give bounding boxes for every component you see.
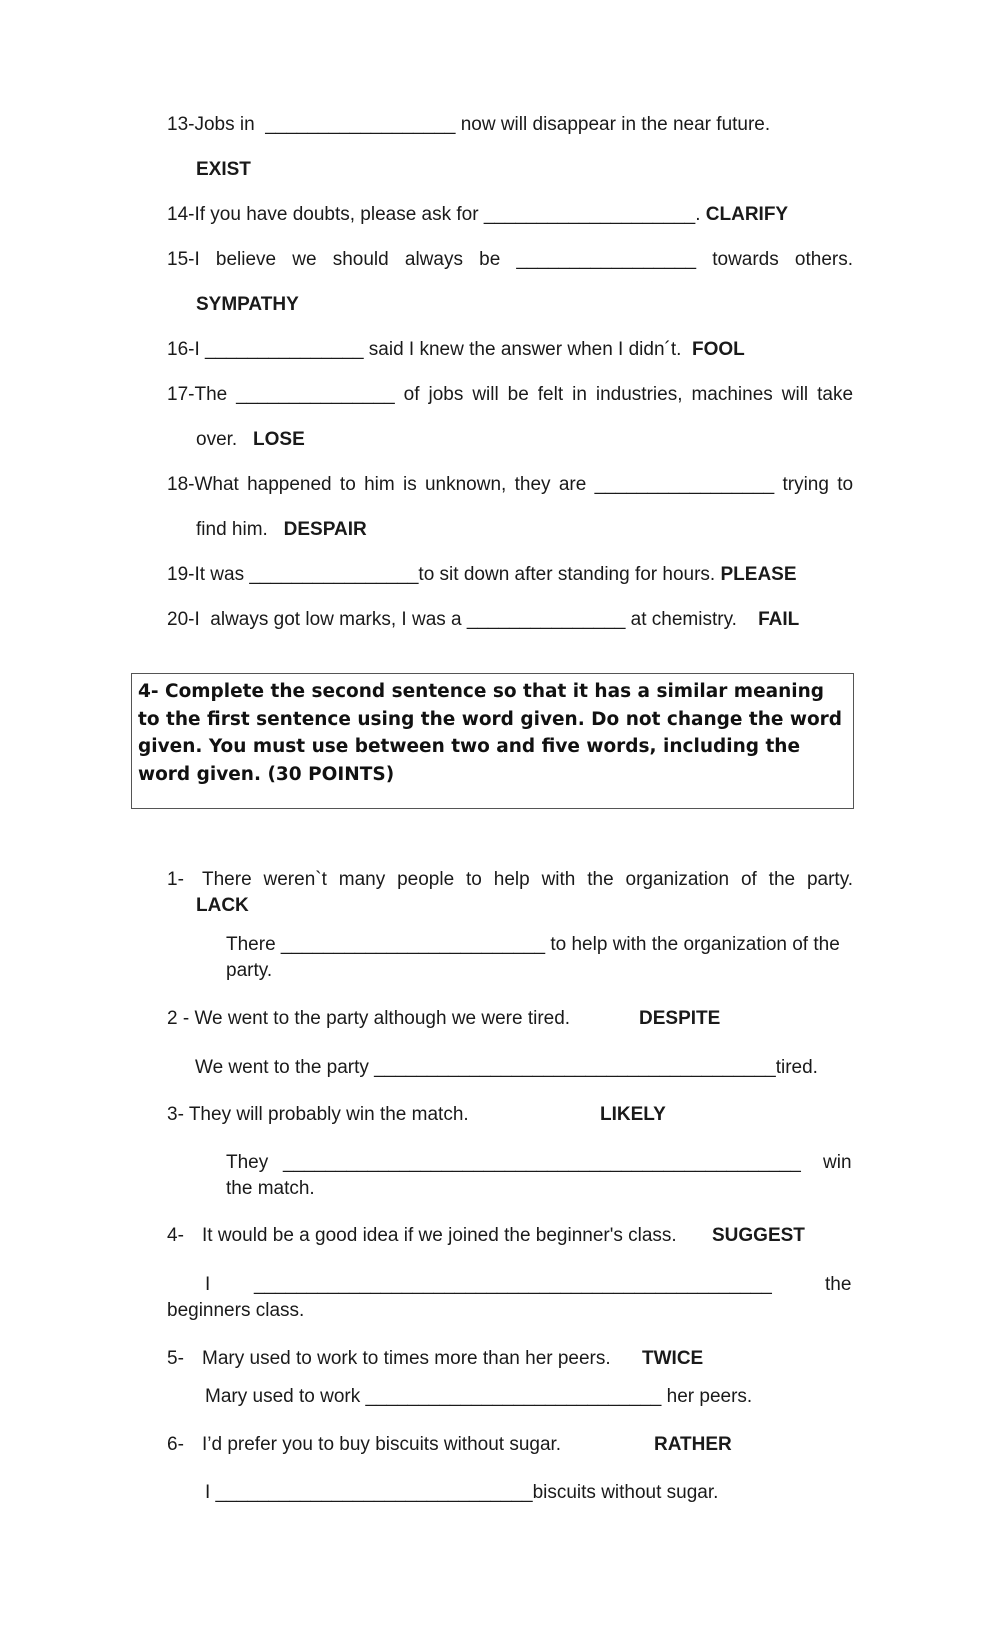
q15-word: SYMPATHY	[196, 294, 299, 315]
s4-q3-answer-end: win	[823, 1152, 852, 1173]
q17-word: will	[781, 384, 809, 405]
q18-text	[167, 474, 853, 496]
s4-q1-word: LACK	[196, 895, 249, 916]
s4-q1-num: 1-	[167, 869, 184, 890]
s4-q2-text: 2 - We went to the party although we were tired.	[167, 1008, 571, 1029]
s4-q3-answer-start: They	[226, 1152, 269, 1173]
q17-cont	[196, 429, 305, 451]
q14-text	[167, 204, 788, 226]
q18-cont	[196, 519, 367, 541]
q17-word: in	[572, 384, 587, 405]
q17-word: of	[403, 384, 420, 405]
q15-text	[167, 249, 853, 271]
q15-word: we	[292, 249, 317, 270]
q17-word: jobs	[428, 384, 464, 405]
q19-sentence: 19-It was ________________to sit down after standing for hours.	[167, 564, 716, 585]
s4-q1-answer: There _________________________ to help with the organization of the	[226, 934, 840, 955]
q16-sentence: 16-I _______________ said I knew the answer when I didn´t.	[167, 339, 682, 360]
q16-text	[167, 339, 745, 361]
q17-word: industries,	[595, 384, 683, 405]
q17-word: _______________	[236, 384, 395, 405]
s4-q6-text: I’d prefer you to buy biscuits without sugar.	[202, 1434, 562, 1455]
s4-q3-answer-line: _________________________________________________	[283, 1152, 801, 1173]
q15-word: be	[479, 249, 501, 270]
q18-word: him	[364, 474, 395, 495]
q15-word: believe	[215, 249, 277, 270]
s4-q6-num: 6-	[167, 1434, 184, 1455]
q20-text	[167, 609, 799, 631]
points-label: (30 POINTS)	[267, 763, 395, 785]
s4-q6-answer: I ______________________________biscuits without sugar.	[205, 1482, 719, 1503]
q15-word: _________________	[516, 249, 697, 270]
q17-word: be	[507, 384, 529, 405]
s4-q2-word: DESPITE	[639, 1008, 721, 1029]
instructions-box	[131, 673, 854, 809]
s4-q4-answer-cont: beginners class.	[167, 1300, 305, 1321]
q14-sentence: 14-If you have doubts, please ask for ____________________.	[167, 204, 701, 225]
s4-q1-word: organization	[625, 869, 730, 890]
q15-word: always	[404, 249, 463, 270]
q20-sentence: 20-I always got low marks, I was a _______________ at chemistry.	[167, 609, 737, 630]
s4-q1-answer-cont: party.	[226, 960, 273, 981]
q17-cont-text: over.	[196, 429, 238, 450]
q18-word: is	[402, 474, 417, 495]
s4-q1-word: people	[397, 869, 455, 890]
s4-q5-text: Mary used to work to times more than her peers.	[202, 1348, 611, 1369]
q17-word: take	[817, 384, 854, 405]
s4-q1-word: of	[740, 869, 757, 890]
q18-word: to	[837, 474, 854, 495]
s4-q4-text: It would be a good idea if we joined the beginner's class.	[202, 1225, 677, 1246]
s4-q3-answer-cont: the match.	[226, 1178, 315, 1199]
q18-cont-text: find him.	[196, 519, 268, 540]
q18-word: unknown,	[424, 474, 507, 495]
q15-word: 15-I	[167, 249, 200, 270]
q18-word: to	[339, 474, 356, 495]
s4-q4-answer-start: I	[205, 1274, 211, 1295]
q18-word: _________________	[594, 474, 775, 495]
q18-word: they	[514, 474, 551, 495]
s4-q5-answer: Mary used to work ____________________________ her peers.	[205, 1386, 753, 1407]
q17-word: felt	[537, 384, 564, 405]
s4-q1-text	[202, 869, 853, 891]
q18-word: DESPAIR	[283, 519, 367, 540]
q19-word: PLEASE	[720, 564, 797, 585]
s4-q1-word: the	[768, 869, 796, 890]
q17-word: LOSE	[253, 429, 305, 450]
q15-word: others.	[794, 249, 853, 270]
s4-q1-word: party.	[806, 869, 854, 890]
q13-text: 13-Jobs in __________________ now will disappear in the near future.	[167, 114, 771, 135]
s4-q1-word: weren`t	[263, 869, 327, 890]
s4-q1-word: to	[466, 869, 482, 890]
q20-word: FAIL	[758, 609, 800, 630]
s4-q1-word: many	[338, 869, 386, 890]
s4-q1-word: the	[587, 869, 614, 890]
q18-word: happened	[247, 474, 332, 495]
s4-q1-word: with	[541, 869, 576, 890]
q18-word: are	[558, 474, 587, 495]
q18-word: 18-What	[167, 474, 239, 495]
s4-q4-answer-end: the	[825, 1274, 852, 1295]
s4-q4-num: 4-	[167, 1225, 184, 1246]
s4-q2-answer: We went to the party ______________________________________tired.	[195, 1057, 818, 1078]
s4-q4-answer-line: _________________________________________________	[254, 1274, 772, 1295]
q15-word: towards	[712, 249, 779, 270]
q17-word: machines	[691, 384, 773, 405]
s4-q1-word: There	[202, 869, 252, 890]
s4-q5-num: 5-	[167, 1348, 184, 1369]
q17-word: 17-The	[167, 384, 228, 405]
q13-word: EXIST	[196, 159, 251, 180]
s4-q4-word: SUGGEST	[712, 1225, 805, 1246]
s4-q5-word: TWICE	[642, 1348, 704, 1369]
q18-word: trying	[782, 474, 829, 495]
s4-q1-word: help	[493, 869, 530, 890]
q16-word: FOOL	[691, 339, 745, 360]
q17-word: will	[472, 384, 499, 405]
q19-text	[167, 564, 797, 586]
q14-word: CLARIFY	[705, 204, 789, 225]
q15-word: should	[332, 249, 389, 270]
s4-q6-word: RATHER	[654, 1434, 732, 1455]
s4-q3-word: LIKELY	[600, 1104, 666, 1125]
q17-text	[167, 384, 853, 406]
instructions-text: 4- Complete the second sentence so that it has a similar meaning to the first sentence using the word given. Do not change the word given. You must use between two and five words, including the word given.	[138, 681, 843, 785]
s4-q3-text: 3- They will probably win the match.	[167, 1104, 469, 1125]
